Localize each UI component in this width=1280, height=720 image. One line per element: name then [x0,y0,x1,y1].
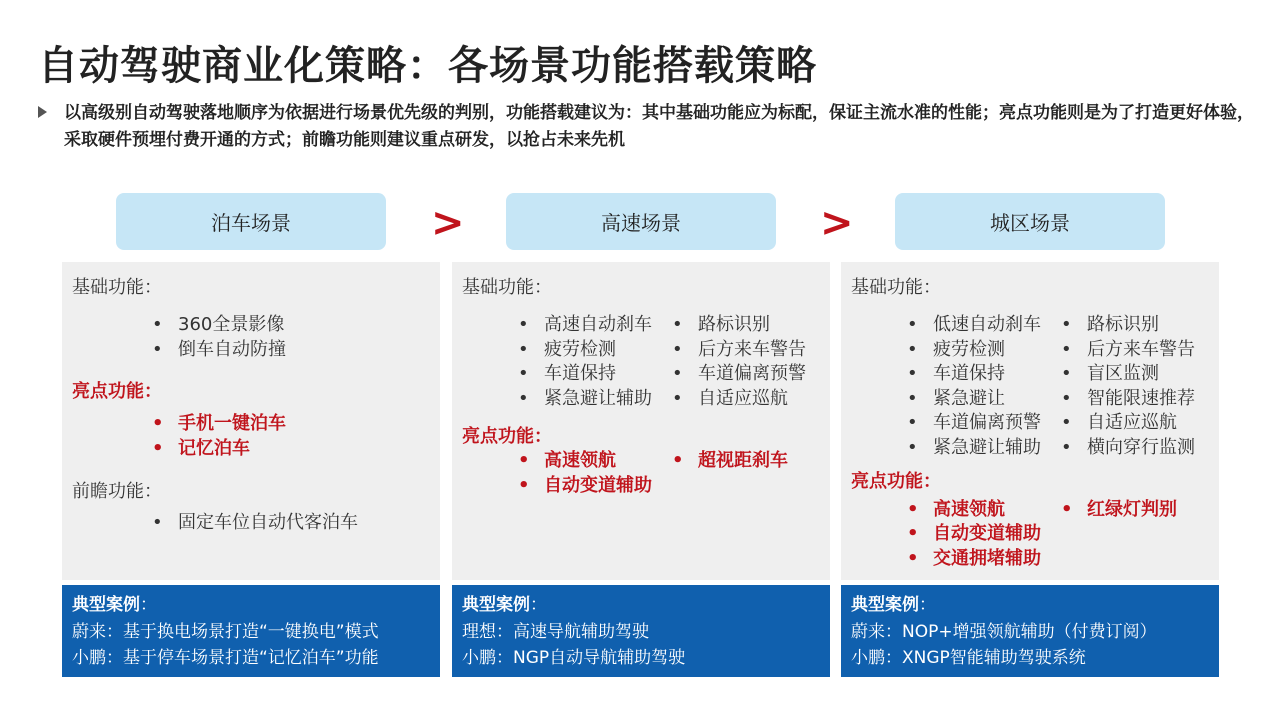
list-item: • 车道保持 [907,363,1005,384]
case-line: 蔚来：基于换电场景打造“一键换电”模式 [72,622,379,642]
highlight-title: 亮点功能： [72,381,162,402]
case-title: 典型案例： [72,595,157,615]
parking-case-box [62,585,440,677]
list-item: • 车道保持 [518,363,616,384]
list-item: • 超视距刹车 [672,450,788,471]
list-item: • 手机一键泊车 [152,413,286,434]
list-item: • 疲劳检测 [518,339,616,360]
list-item: • 自动变道辅助 [907,523,1041,544]
list-item: • 自适应巡航 [672,388,788,409]
list-item: • 红绿灯判别 [1061,499,1177,520]
pill-highway-scene: 高速场景 [506,193,776,250]
list-item: • 车道偏离预警 [672,363,806,384]
list-item: • 倒车自动防撞 [152,339,286,360]
list-item: • 紧急避让 [907,388,1005,409]
intro-paragraph [38,100,1258,154]
list-item: • 360全景影像 [152,314,285,335]
list-item: • 盲区监测 [1061,363,1159,384]
basic-title: 基础功能： [851,277,941,298]
page-title: 自动驾驶商业化策略：各场景功能搭载策略 [38,43,817,89]
list-item: • 紧急避让辅助 [907,437,1041,458]
case-line: 小鹏：NGP自动导航辅助驾驶 [462,648,686,668]
case-line: 小鹏：XNGP智能辅助驾驶系统 [851,648,1086,668]
list-item: • 高速领航 [518,450,616,471]
list-item: • 自动变道辅助 [518,475,652,496]
case-title: 典型案例： [462,595,547,615]
urban-case-box [841,585,1219,677]
chevron-right-icon: > [820,200,854,246]
case-title: 典型案例： [851,595,936,615]
list-item: • 后方来车警告 [672,339,806,360]
case-line: 理想：高速导航辅助驾驶 [462,622,649,642]
highlight-title: 亮点功能： [462,426,552,447]
list-item: • 路标识别 [1061,314,1159,335]
highway-case-box [452,585,830,677]
list-item: • 自适应巡航 [1061,412,1177,433]
list-item: • 低速自动刹车 [907,314,1041,335]
list-item: • 固定车位自动代客泊车 [152,512,358,533]
list-item: • 紧急避让辅助 [518,388,652,409]
list-item: • 高速领航 [907,499,1005,520]
list-item: • 疲劳检测 [907,339,1005,360]
highlight-title: 亮点功能： [851,471,941,492]
list-item: • 横向穿行监测 [1061,437,1195,458]
list-item: • 车道偏离预警 [907,412,1041,433]
intro-text: 以高级别自动驾驶落地顺序为依据进行场景优先级的判别，功能搭载建议为：其中基础功能应为标配，保证主流水准的性能；亮点功能则是为了打造更好体验，采取硬件预埋付费开通的方式；前瞻功能则建议重点研发，以抢占未来先机 [64,103,1254,150]
case-line: 蔚来：NOP+增强领航辅助（付费订阅） [851,622,1157,642]
basic-title: 基础功能： [462,277,552,298]
case-line: 小鹏：基于停车场景打造“记忆泊车”功能 [72,648,379,668]
parking-panel [62,262,440,580]
pill-urban-scene: 城区场景 [895,193,1165,250]
list-item: • 记忆泊车 [152,438,250,459]
triangle-bullet-icon [38,106,47,118]
future-title: 前瞻功能： [72,481,162,502]
list-item: • 高速自动刹车 [518,314,652,335]
chevron-right-icon: > [431,200,465,246]
list-item: • 智能限速推荐 [1061,388,1195,409]
urban-panel [841,262,1219,580]
basic-title: 基础功能： [72,277,162,298]
list-item: • 交通拥堵辅助 [907,548,1041,569]
highway-panel [452,262,830,580]
pill-parking-scene: 泊车场景 [116,193,386,250]
list-item: • 后方来车警告 [1061,339,1195,360]
list-item: • 路标识别 [672,314,770,335]
